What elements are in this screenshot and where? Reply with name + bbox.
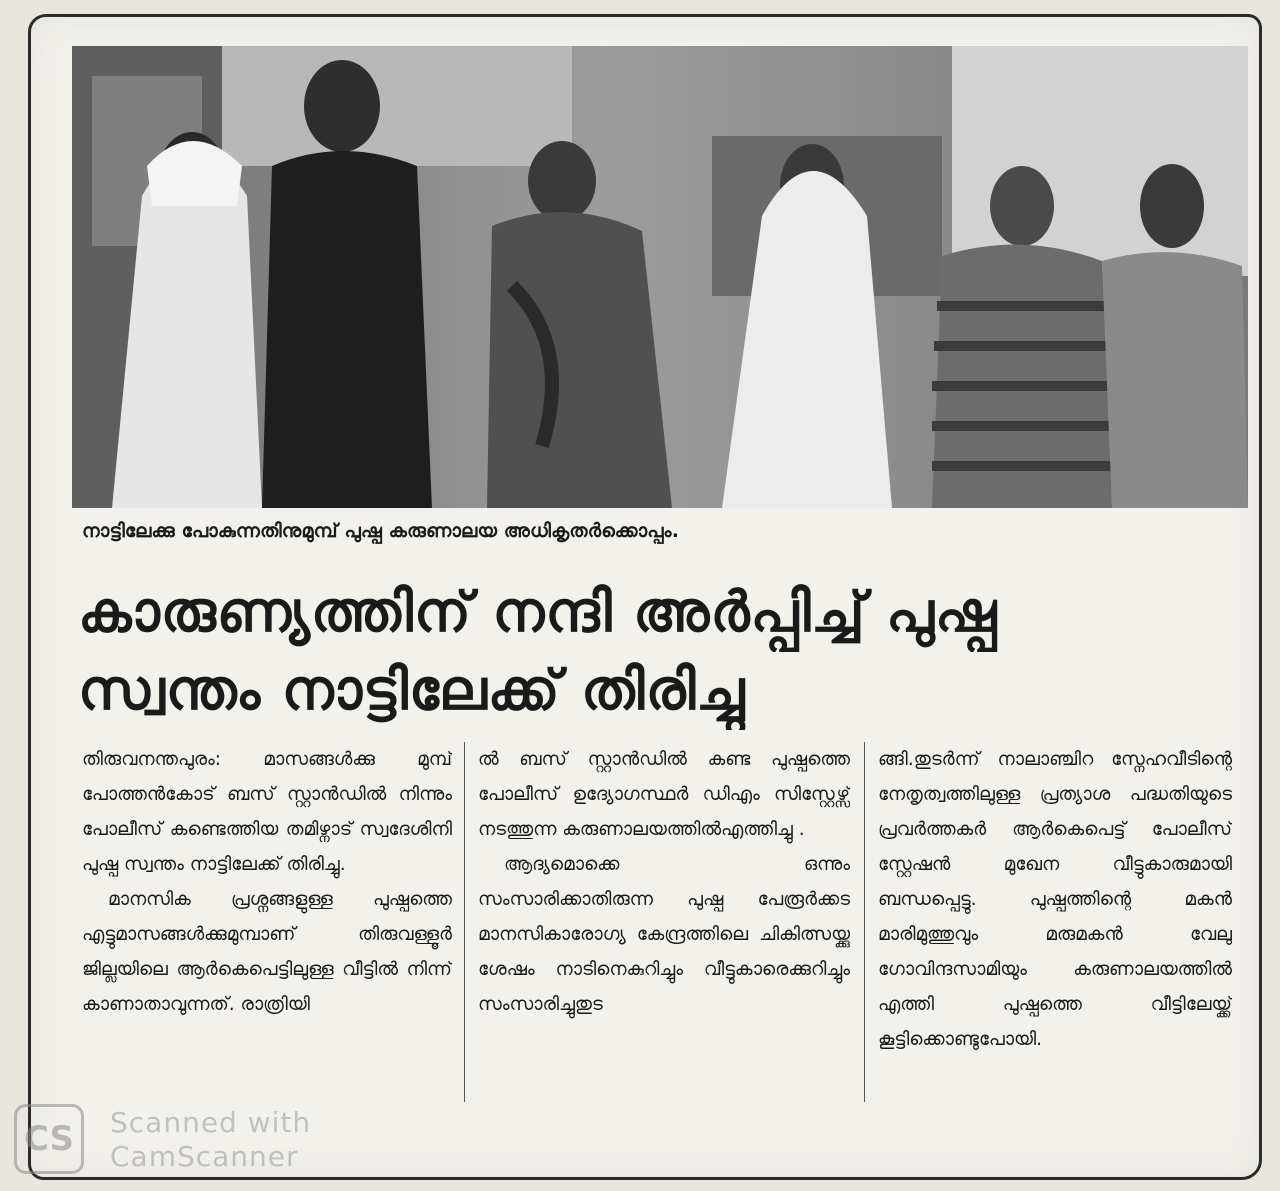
- group-photo-illustration: [72, 46, 1248, 508]
- column-1-paragraph-1: തിരുവനന്തപുരം: മാസങ്ങൾക്കു മുമ്പ് പോത്തൻകോട് ബസ് സ്റ്റാൻഡിൽ നിന്നും പോലീസ് കണ്ടെത്തിയ തമിഴ്നാട് സ്വദേശിനി പുഷ്പ സ്വന്തം നാട്ടിലേക്ക് തിരിച്ചു.: [82, 749, 452, 875]
- column-2-paragraph-2: ആദ്യമൊക്കെ ഒന്നും സംസാരിക്കാതിരുന്ന പുഷ്പ പേരൂർക്കട മാനസികാരോഗ്യ കേന്ദ്രത്തിലെ ചികിത്സയ്ക്കു ശേഷം നാടിനെകുറിച്ചും വീട്ടുകാരെക്കുറിച്ചും സംസാരിച്ചുതുട: [478, 854, 850, 1015]
- watermark-line-1: Scanned with: [110, 1106, 312, 1139]
- column-divider-1: [464, 742, 465, 1102]
- column-2-paragraph-1: ൽ ബസ് സ്റ്റാൻഡിൽ കണ്ട പുഷ്പത്തെ പോലീസ് ഉദ്യോഗസ്ഥർ ഡിഎം സിസ്റ്റേഴ്സ് നടത്തുന്ന കരുണാലയത്തിൽഎത്തിച്ചു .: [478, 749, 850, 840]
- photo-caption: നാട്ടിലേക്കു പോകുന്നതിനുമുമ്പ് പുഷ്പ കരുണാലയ അധികൃതർക്കൊപ്പം.: [82, 520, 680, 542]
- article-column-3: [878, 742, 1232, 1122]
- article-column-2: [478, 742, 850, 1122]
- camscanner-watermark: [14, 1104, 344, 1178]
- headline-line-2: സ്വന്തം നാട്ടിലേക്ക് തിരിച്ചു: [78, 658, 746, 723]
- news-photo: [72, 46, 1248, 508]
- column-1-paragraph-2: മാനസിക പ്രശ്നങ്ങളുള്ള പുഷ്പത്തെ എട്ടുമാസങ്ങൾക്കുമുമ്പാണ് തിരുവള്ളൂർ ജില്ലയിലെ ആർകെപെട്ടിലുള്ള വീട്ടിൽ നിന്ന് കാണാതാവുന്നത്. രാത്രിയി: [82, 889, 452, 1015]
- article-headline: [78, 574, 1238, 730]
- camscanner-logo-icon: CS: [14, 1104, 84, 1174]
- column-divider-2: [864, 742, 865, 1102]
- column-3-paragraph-1: ങ്ങി.തുടർന്ന് നാലാഞ്ചിറ സ്നേഹവീടിന്റെ നേതൃത്വത്തിലുള്ള പ്രത്യാശ പദ്ധതിയുടെ പ്രവർത്തകർ ആർകെപെട്ട് പോലീസ് സ്റ്റേഷൻ മുഖേന വീട്ടുകാരുമായി ബന്ധപ്പെട്ടു. പുഷ്പത്തിന്റെ മകൻ മാരിമുത്തുവും മരുമകൻ വേലു ഗോവിന്ദസാമിയും കരുണാലയത്തിൽ എത്തി പുഷ്പത്തെ വീട്ടിലേയ്ക്ക് കൂട്ടിക്കൊണ്ടുപോയി.: [878, 749, 1232, 1050]
- watermark-text: [110, 1106, 311, 1174]
- article-column-1: [82, 742, 452, 1122]
- headline-line-1: കാരുണ്യത്തിന് നന്ദി അർപ്പിച്ച് പുഷ്പ: [78, 580, 998, 645]
- watermark-line-2: CamScanner: [110, 1140, 299, 1173]
